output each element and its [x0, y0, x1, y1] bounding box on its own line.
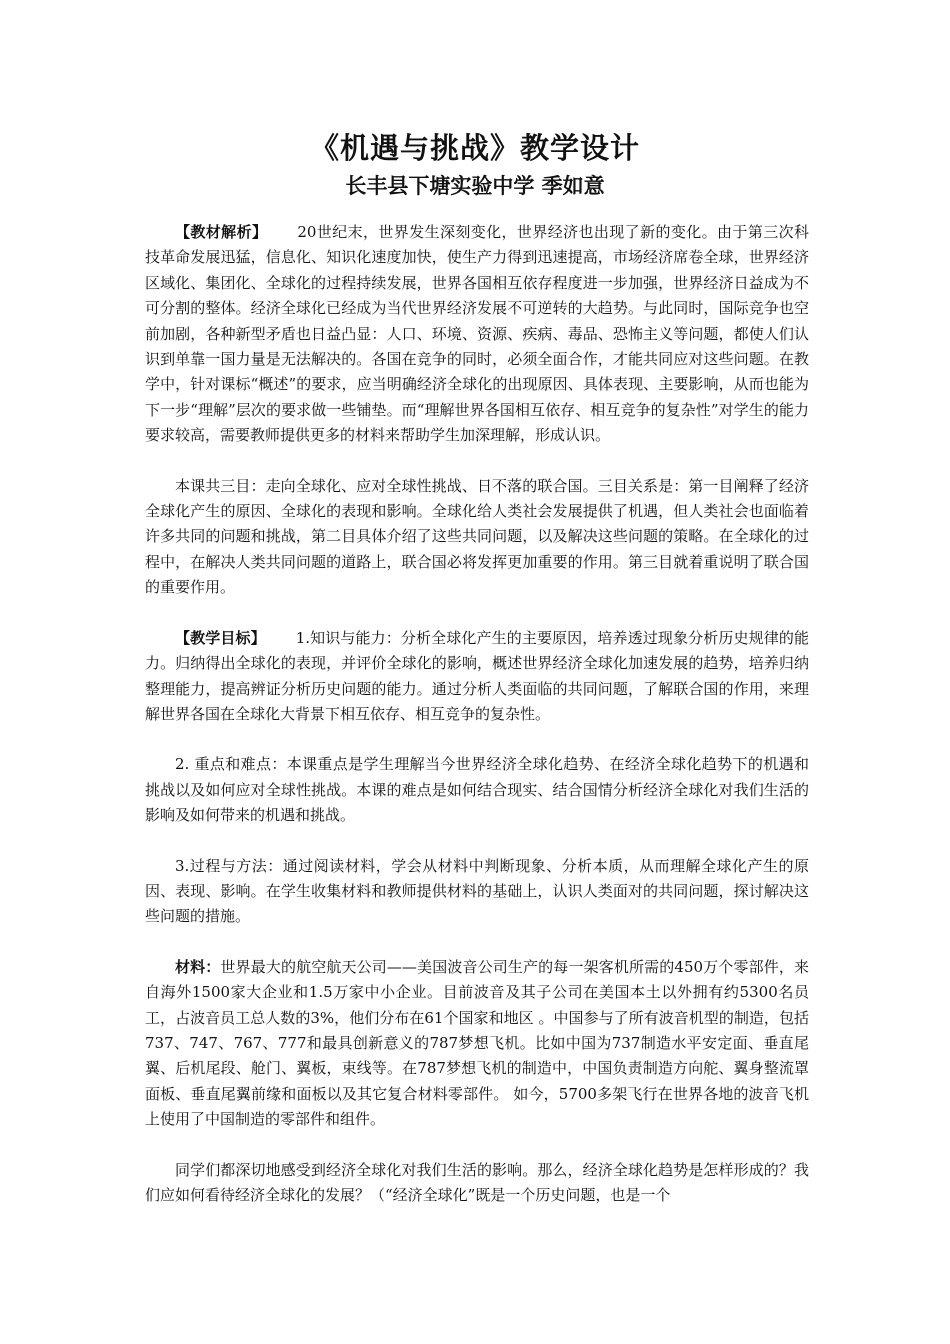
- paragraph-lesson-structure: [145, 474, 809, 601]
- paragraph-label: 【教学目标】: [175, 628, 266, 647]
- paragraph-textbook-analysis: [145, 220, 809, 449]
- paragraph-label: 材料：: [175, 957, 221, 976]
- paragraph-text: 世界最大的航空航天公司——美国波音公司生产的每一架客机所需的450万个零部件，来自海外1500家大企业和1.5万家中小企业。目前波音及其子公司在美国本土以外拥有约5300名员工，占波音员工总人数的3%，他们分布在61个国家和地区 。中国参与了所有波音机型的制造，包括737、747、767、777和最具创新意义的787梦想飞机。比如中国为737制造水平安定面、垂直尾翼、后机尾段、舱门、翼板，束线等。在787梦想飞机的制造中，中国负责制造方向舵、翼身整流罩面板、垂直尾翼前缘和面板以及其它复合材料零部件。 如今，5700多架飞行在世界各地的波音飞机上使用了中国制造的零部件和组件。: [145, 957, 809, 1129]
- paragraph-teaching-goals: [145, 626, 809, 728]
- paragraph-text: 本课共三目：走向全球化、应对全球性挑战、日不落的联合国。三目关系是：第一目阐释了经济全球化产生的原因、全球化的表现和影响。全球化给人类社会发展提供了机遇，但人类社会也面临着许多共同的问题和挑战，第二目具体介绍了这些共同问题，以及解决这些问题的策略。在全球化的过程中，在解决人类共同问题的道路上，联合国必将发挥更加重要的作用。第三目就着重说明了联合国的重要作用。: [145, 476, 809, 597]
- paragraph-text: 20世纪末，世界发生深刻变化，世界经济也出现了新的变化。由于第三次科技革命发展迅猛，信息化、知识化速度加快，使生产力得到迅速提高，市场经济席卷全球，世界经济区域化、集团化、全球化的过程持续发展，世界各国相互依存程度进一步加强，世界经济日益成为不可分割的整体。经济全球化已经成为当代世界经济发展不可逆转的大趋势。与此同时，国际竞争也空前加剧，各种新型矛盾也日益凸显：人口、环境、资源、疾病、毒品、恐怖主义等问题，都使人们认识到单靠一国力量是无法解决的。各国在竞争的同时，必须全面合作，才能共同应对这些问题。在教学中，针对课标“概述”的要求，应当明确经济全球化的出现原因、具体表现、主要影响，从而也能为下一步“理解”层次的要求做一些铺垫。而“理解世界各国相互依存、相互竞争的复杂性”对学生的能力要求较高，需要教师提供更多的材料来帮助学生加深理解，形成认识。: [145, 223, 809, 445]
- paragraph-discussion: [145, 1158, 809, 1209]
- document-subtitle: 长丰县下塘实验中学 季如意: [345, 173, 605, 198]
- document-body: [145, 220, 809, 1208]
- document-title: 《机遇与挑战》教学设计: [309, 131, 640, 165]
- paragraph-process-methods: [145, 854, 809, 930]
- paragraph-text: 2. 重点和难点：本课重点是学生理解当今世界经济全球化趋势、在经济全球化趋势下的机遇和挑战以及如何应对全球性挑战。本课的难点是如何结合现实、结合国情分析经济全球化对我们生活的影响及如何带来的机遇和挑战。: [145, 755, 809, 825]
- paragraph-key-points: [145, 752, 809, 828]
- paragraph-label: 【教材解析】: [175, 223, 268, 241]
- paragraph-material: [145, 955, 809, 1133]
- paragraph-text: 同学们都深切地感受到经济全球化对我们生活的影响。那么，经济全球化趋势是怎样形成的？我们应如何看待经济全球化的发展？（“经济全球化”既是一个历史问题，也是一个: [145, 1160, 809, 1204]
- paragraph-text: 1.知识与能力：分析全球化产生的主要原因，培养透过现象分析历史规律的能力。归纳得出全球化的表现，并评价全球化的影响，概述世界经济全球化加速发展的趋势，培养归纳整理能力，提高辨证分析历史问题的能力。通过分析人类面临的共同问题，了解联合国的作用，来理解世界各国在全球化大背景下相互依存、相互竞争的复杂性。: [145, 628, 809, 723]
- paragraph-text: 3.过程与方法：通过阅读材料，学会从材料中判断现象、分析本质，从而理解全球化产生的原因、表现、影响。在学生收集材料和教师提供材料的基础上，认识人类面对的共同问题，探讨解决这些问题的措施。: [145, 856, 809, 926]
